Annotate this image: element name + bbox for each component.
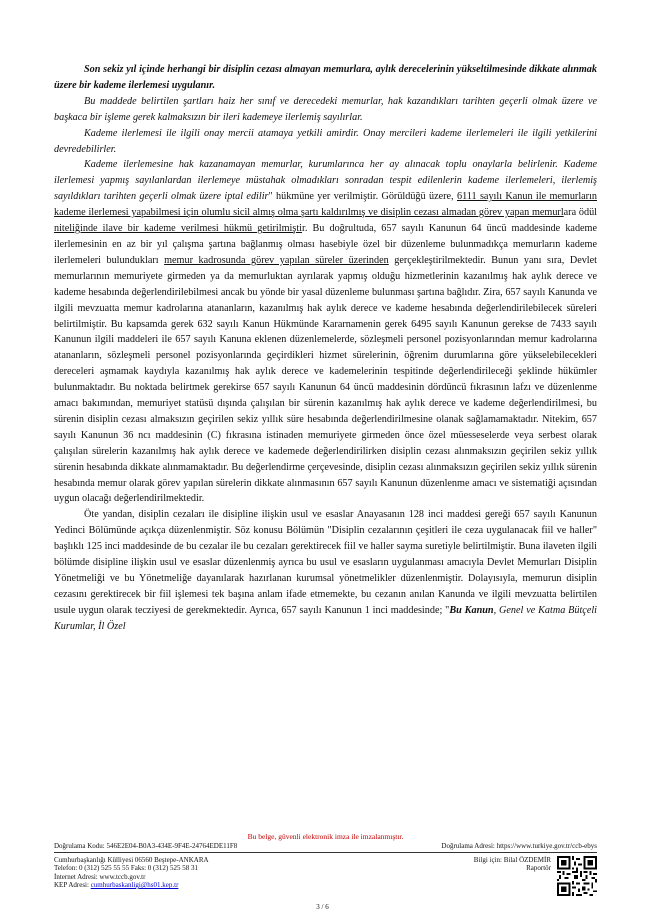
phone-line: Telefon: 0 (312) 525 55 55 Faks: 0 (312) 525 58 31 [54, 864, 198, 872]
underlined-text: niteliğinde ilave bir kademe verilmesi hükmü getirilmişti [54, 223, 302, 235]
underlined-text: memur kadrosunda görev yapılan süreler üzerinden [164, 254, 389, 266]
body-text-segment: " hükmüne yer verilmiştir. Görüldüğü üzere, [268, 191, 457, 203]
e-signature-notice: Bu belge, güvenli elektronik imza ile imzalanmıştır. [247, 832, 404, 841]
contact-block [474, 856, 597, 896]
footer-info [54, 856, 597, 896]
underlined-text: 6111 sayılı Kanun ile memurların kademe ilerlemesi yapabilmesi için olumlu sicil almış olma şartı kaldırılmış ve disiplin cezası almadan görev yapan memurl [54, 191, 597, 219]
bold-italic-text: Bu Kanun [449, 604, 494, 616]
kep-label: KEP Adresi: [54, 881, 91, 889]
quoted-text: Kademe ilerlemesine hak kazanamayan memurlar, kurumlarınca her ay alınacak toplu onaylarla belirlenir. Kademe ilerlemesi yapmış sayılanlardan ilerlemeye müstahak olmadıkları sonradan tespit edilenlerin kademe ilerlemeleri, ilerlemiş sayıldıkları tarihten geçerli olmak üzere iptal edilir [54, 159, 597, 203]
quoted-paragraph-1: Son sekiz yıl içinde herhangi bir disiplin cezası almayan memurlara, aylık derecelerinin yükseltilmesinde dikkate alınmak üzere bir kademe ilerlemesi uygulanır. [54, 64, 597, 91]
analysis-paragraph-2 [54, 507, 597, 634]
verification-address[interactable]: Doğrulama Adresi: https://www.turkiye.gov.tr/ccb-ebys [441, 842, 597, 850]
body-text-segment: ara ödül [563, 207, 597, 219]
body-text-segment: Öte yandan, disiplin cezaları ile disipline ilişkin usul ve esaslar Anayasanın 128 inci maddesi gereği 657 sayılı Kanunun Yedinci Bölümünde açıkça düzenlenmiştir. Söz konusu Bölümün "Disiplin cezalarının çeşitleri ile ceza uygulanacak fiil ve haller" başlıklı 125 inci maddesinde de bu cezalar ile bu cezaları gerektirecek fiil ve haller sayma suretiyle belirtilmiştir. Buna ilaveten ilgili bölümde disipline ilişkin usul ve esaslar düzenlenmiş ayrıca bu usul ve esasların uygulanması amacıyla Devlet Memurları Disiplin Yönetmeliği ve bu Yönetmeliğe dayanılarak hazırlanan kurumsal yönetmelikler düzenlenmiştir. Dolayısıyla, memurun disiplin cezasını gerektirecek bir fiil işlemesi tek başına anlam ifade etmemekte, bu cezanın anılan Kanunda ve ilgili mevzuatta belirtilen usule uygun olarak tecziyesi de gerekmektedir. Ayrıca, 657 sayılı Kanunun 1 inci maddesinde; " [54, 509, 597, 616]
qr-code-icon [557, 856, 597, 896]
analysis-paragraph-1 [54, 157, 597, 507]
contact-title: Raportör [526, 864, 551, 872]
quoted-paragraph-3: Kademe ilerlemesi ile ilgili onay mercii atamaya yetkili amirdir. Onay mercileri kademe ilerlemeleri ile ilgili yetkilerini devredebilirler. [54, 127, 597, 155]
institution-address [54, 856, 209, 896]
document-body [54, 62, 597, 635]
quoted-text: , Genel ve Katma Bütçeli Kurumlar, İl Özel [54, 604, 598, 632]
contact-text [474, 856, 551, 873]
kep-line [54, 881, 209, 890]
internet-line[interactable]: İnternet Adresi: www.tccb.gov.tr [54, 872, 146, 881]
kep-link[interactable]: cumhurbaskanligi@hs01.kep.tr [90, 881, 179, 889]
page-number: 3 / 6 [316, 903, 329, 911]
body-text-segment: r. Bu doğrultuda, 657 sayılı Kanunun 64 üncü maddesinde kademe ilerlemesinin en az bir yıl çalışma şartına bağlanmış olması hasebiyle özel bir düzenleme bulunmadıkça memurların kademe ilerlemeleri bulundukları [54, 223, 598, 266]
contact-person: Bilgi için: Bilal ÖZDEMİR [473, 855, 551, 864]
quoted-paragraph-2: Bu maddede belirtilen şartları haiz her sınıf ve derecedeki memurlar, hak kazandıkları tarihten geçerli olmak üzere ve başkaca bir işleme gerek kalmaksızın bir ileri kademeye ilerlemiş sayılırlar. [54, 95, 597, 123]
body-text-segment: gerçekleştirilmektedir. Bunun yanı sıra, Devlet memurlarının memuriyete girmeden ya da memurluktan ayrılarak yapmış olduğu hizmetlerinin kazanılmış hak aylık derece ve kademe hesabında değerlendirilebilmesi ancak bu yönde bir yasal düzenleme bulunması şartına bağlıdır. Zira, 657 sayılı Kanunda ve ilgili mevzuatta memur kadrolarına atananların, kazanılmış hak aylık derece ve kademe hesabında değerlendirilebilecek süreleri belirtilmiştir. Bu kapsamda gerek 632 sayılı Kanun Hükmünde Kararnamenin gerek 6495 sayılı Kanunun gerekse de 7433 sayılı Kanunun ilgili maddeleri ile 657 sayılı Kanuna eklenen düzenlemelerde, sözleşmeli personel pozisyonlarından memur kadrolarına atananların, sözleşmeli personel pozisyonlarında geçirdikleri hizmet sürelerinin, öğrenim durumlarına göre yükselebilecekleri dereceleri aşmamak kaydıyla kazanılmış hak aylık derece ve kademelerinin tespitinde değerlendirileceği şeklinde hükümler bulunmaktadır. Bu noktada belirtmek gerekirse 657 sayılı Kanunun 64 üncü maddesinin dördüncü fıkrasının lafzı ve düzenlenme amacı bakımından, memuriyet statüsü dışında çalışılan bir sürenin kazanılmış hak aylık derece ve kademe değerlendirilmesi, bu sürenin disiplin cezası almaksızın geçirilen sekiz yıllık süre hesabında değerlendirilmesine olanak sağlamamaktadır. Nitekim, 657 sayılı Kanunun 36 ncı maddesinin (C) fıkrasına istinaden memuriyete girmeden önce özel müesseselerde veya serbest olarak çalışılan sürelerin kazanılmış hak aylık derece ve kademede değerlendirilirken disiplin cezası alınmaksızın geçirilen sekiz yıllık sürenin hesabında dikkate alınmamaktadır. Bu değerlendirme çerçevesinde, disiplin cezası alınmaksızın geçirilen sekiz yıllık sürenin hesabında memur olarak görev yapılan sürelerin dikkate alınmasının 657 sayılı Kanunun düzenlenme amacı ve sistematiği açısından uygun olacağı değerlendirilmektedir. [54, 254, 597, 505]
document-footer [54, 833, 597, 896]
verification-code: Doğrulama Kodu: 546E2E04-B0A3-434E-9F4E-24764EDE11F8 [54, 842, 238, 850]
verification-line [54, 842, 597, 853]
address-line: Cumhurbaşkanlığı Külliyesi 06560 Beştepe-ANKARA [54, 855, 209, 864]
